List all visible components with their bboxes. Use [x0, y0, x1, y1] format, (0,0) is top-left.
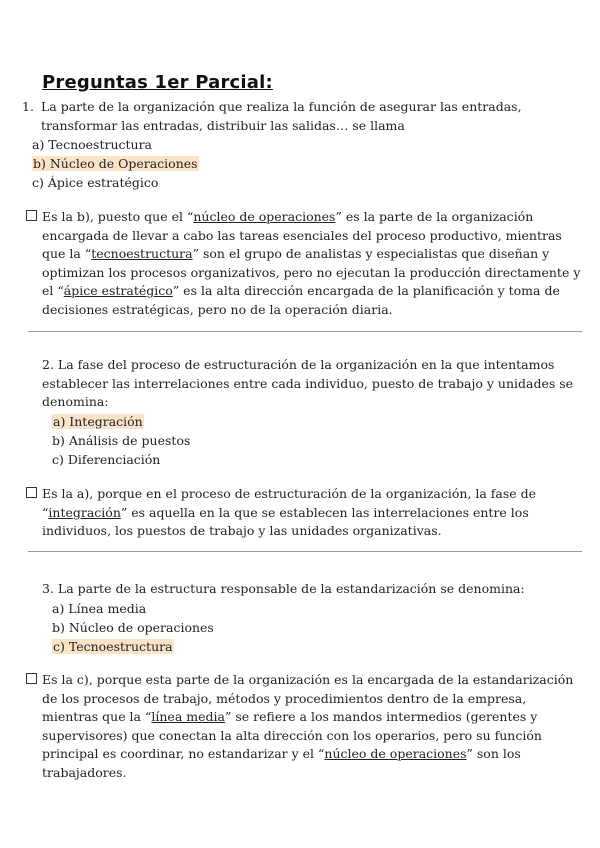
- checkbox-icon: [26, 487, 37, 498]
- answer-text: ” son el grupo de analistas y especialistas que diseñan y optimizan los procesos organizativos, pero no ejecutan la producción directamente y el “: [42, 246, 581, 298]
- checkbox-icon: [26, 673, 37, 684]
- answer-term: tecnoestructura: [91, 246, 193, 261]
- option-label: b) Análisis de puestos: [52, 432, 191, 448]
- option-label: c) Diferenciación: [52, 451, 161, 467]
- page-title: Preguntas 1er Parcial:: [42, 72, 273, 93]
- divider: [28, 551, 582, 552]
- option-c-selected: [42, 637, 582, 656]
- divider: [28, 331, 582, 332]
- answer-2: [26, 485, 582, 541]
- option-a-selected: [42, 412, 582, 431]
- option-c: [42, 450, 582, 469]
- answer-3: [26, 671, 582, 782]
- answer-text: ” se refiere a los mandos intermedios (gerentes y supervisores) que conectan la alta dirección con los operarios, pero su función principal es coordinar, no estandarizar y el “: [42, 709, 542, 761]
- option-label: c) Tecnoestructura: [53, 638, 173, 654]
- answer-text: ” son los trabajadores.: [42, 746, 521, 780]
- answer-term: núcleo de operaciones: [193, 209, 336, 224]
- answer-term: ápice estratégico: [63, 283, 173, 298]
- answer-text: ” es aquella en la que se establecen las interrelaciones entre los individuos, los puestos de trabajo y las unidades organizativas.: [42, 504, 529, 538]
- options-list: [22, 135, 582, 192]
- option-b-selected: [22, 154, 582, 173]
- answer-1: [26, 208, 582, 319]
- question-text: 3. La parte de la estructura responsable de la estandarización se denomina:: [42, 581, 525, 596]
- answer-text: Es la c), porque esta parte de la organización es la encargada de la estandarización de los procesos de trabajo, métodos y procedimientos dentro de la empresa, mientras que la “: [42, 672, 574, 724]
- question-2: [42, 356, 582, 469]
- options-list: [42, 599, 582, 656]
- option-b: [42, 431, 582, 450]
- option-label: c) Ápice estratégico: [32, 175, 159, 190]
- answer-term: núcleo de operaciones: [324, 746, 467, 761]
- option-c: [22, 173, 582, 192]
- option-a: [22, 135, 582, 154]
- option-label: a) Línea media: [52, 600, 147, 616]
- option-label: a) Tecnoestructura: [32, 137, 153, 152]
- checkbox-icon: [26, 210, 37, 221]
- question-1: [22, 98, 582, 192]
- question-text: La parte de la organización que realiza la función de asegurar las entradas, transformar las entradas, distribuir las salidas… se llama: [41, 99, 522, 133]
- answer-text: Es la b), puesto que el “: [42, 209, 194, 224]
- question-3: [42, 580, 582, 656]
- answer-term: línea media: [151, 709, 225, 724]
- question-number: 1.: [22, 99, 34, 114]
- answer-term: integración: [48, 504, 121, 520]
- answer-text: Es la a), porque en el proceso de estructuración de la organización, la fase de “: [42, 486, 537, 520]
- option-label: a) Integración: [53, 413, 143, 429]
- option-label: b) Núcleo de operaciones: [52, 619, 214, 635]
- answer-text: ” es la parte de la organización encargada de llevar a cabo las tareas esenciales del proceso productivo, mientras que la “: [42, 209, 562, 261]
- question-text: 2. La fase del proceso de estructuración de la organización en la que intentamos establecer las interrelaciones entre cada individuo, puesto de trabajo y unidades se denomina:: [42, 357, 574, 409]
- option-b: [42, 618, 582, 637]
- answer-text: ” es la alta dirección encargada de la planificación y toma de decisiones estratégicas, pero no de la operación diaria.: [42, 283, 560, 317]
- option-label: b) Núcleo de Operaciones: [33, 156, 198, 171]
- options-list: [42, 412, 582, 469]
- option-a: [42, 599, 582, 618]
